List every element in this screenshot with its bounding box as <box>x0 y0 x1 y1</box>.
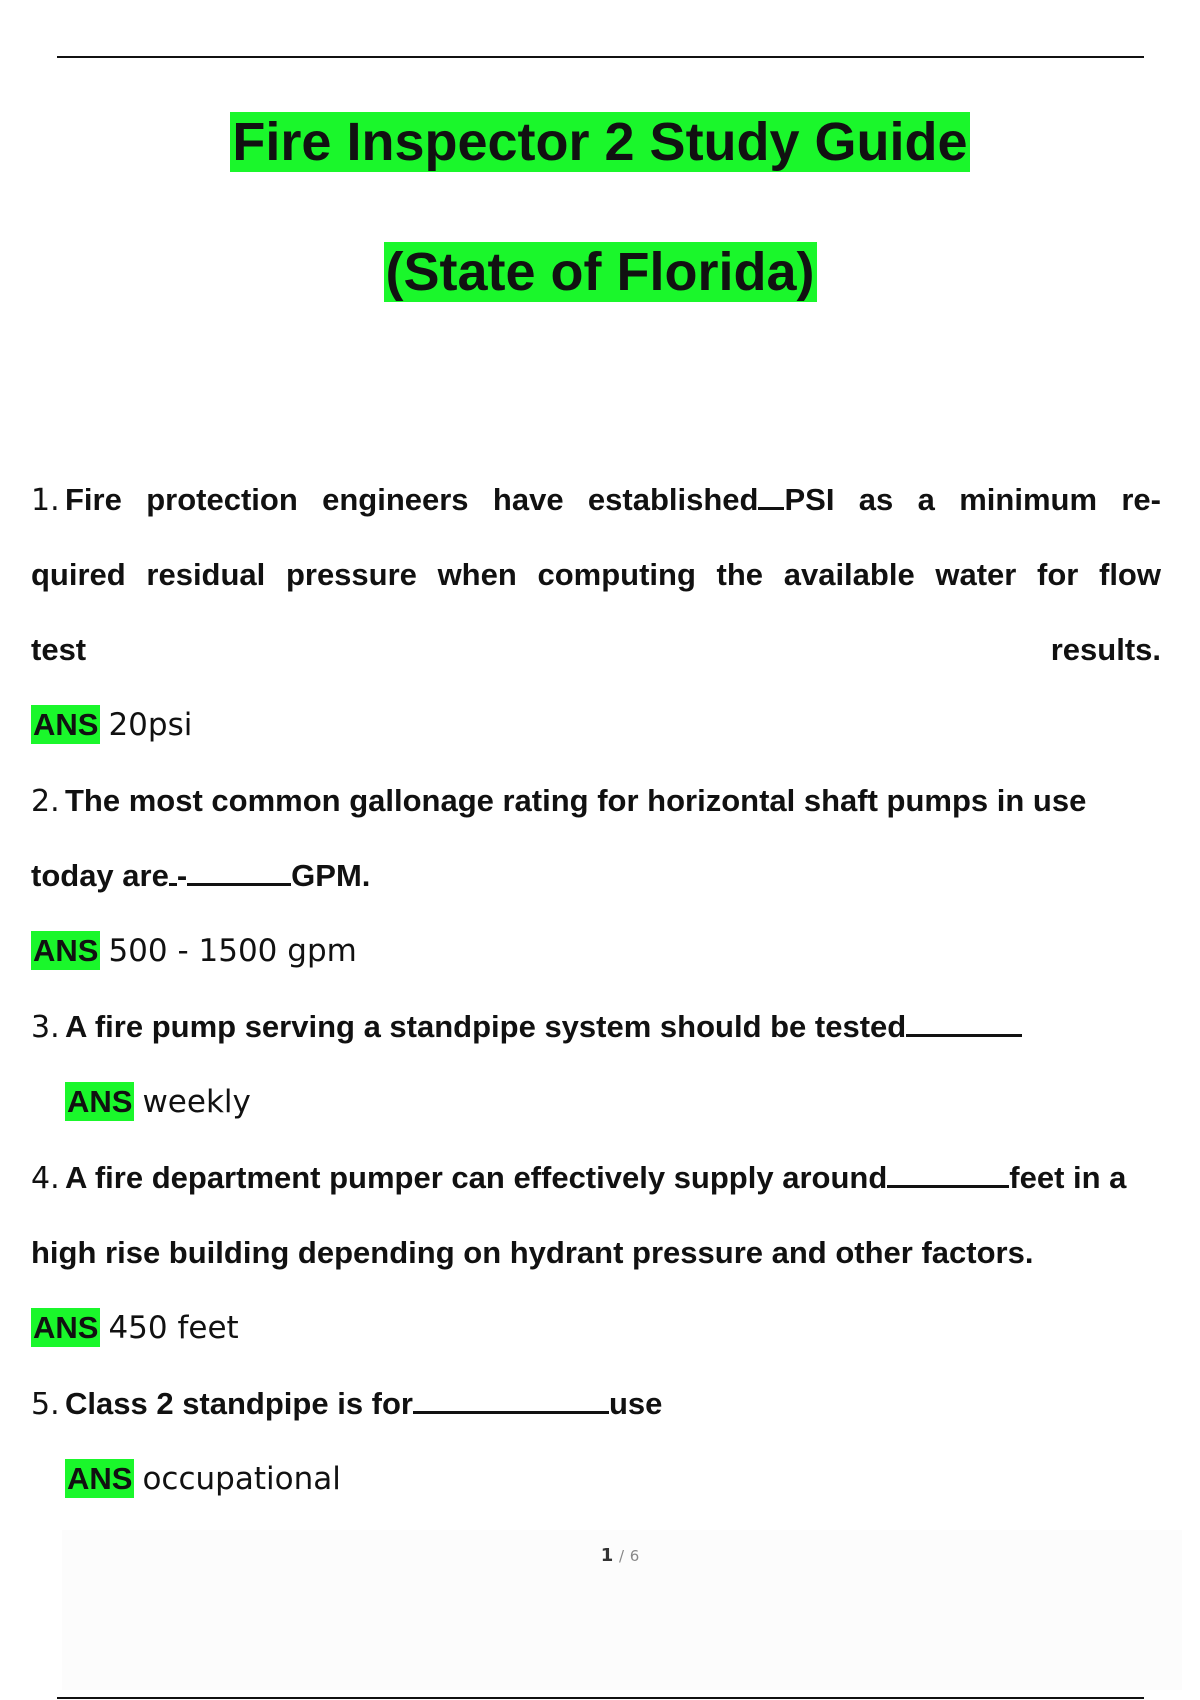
question-text: A fire pump serving a standpipe system should be tested <box>65 989 1022 1064</box>
document-subtitle <box>0 240 1200 304</box>
document-title <box>0 110 1200 174</box>
answer-blank <box>887 1184 1009 1188</box>
question-number: 4. <box>31 1161 60 1196</box>
question-list <box>31 462 1161 1517</box>
answer-3 <box>31 1064 1161 1140</box>
question-text: The most common gallonage rating for horizontal shaft pumps in use <box>65 783 1087 818</box>
question-3 <box>31 989 1161 1064</box>
answer-tag: ANS <box>33 933 99 968</box>
question-text: A fire department pumper can effectively supply around feet in a <box>65 1160 1127 1195</box>
answer-blank <box>169 882 177 886</box>
question-1 <box>31 462 1161 537</box>
question-number: 2. <box>31 784 60 819</box>
page-indicator <box>0 1545 1200 1566</box>
answer-blank <box>413 1410 609 1414</box>
question-text: Class 2 standpipe is for use <box>65 1386 663 1421</box>
question-text: Fire protection engineers have established PSI as a minimum re- <box>65 482 1161 517</box>
answer-tag: ANS <box>67 1461 133 1496</box>
answer-blank <box>187 882 291 886</box>
title-line-2: (State of Florida) <box>385 242 815 302</box>
total-pages: 6 <box>629 1547 640 1565</box>
title-line-1: Fire Inspector 2 Study Guide <box>232 112 968 172</box>
answer-text: 20psi <box>108 707 193 743</box>
question-4-continued: high rise building depending on hydrant pressure and other factors. <box>31 1235 1034 1270</box>
bottom-rule <box>57 1697 1144 1699</box>
answer-tag: ANS <box>33 1310 99 1345</box>
question-1-continued: quired residual pressure when computing the available water for flow <box>31 557 1161 592</box>
answer-5 <box>31 1441 1161 1517</box>
page-separator: / <box>618 1547 625 1565</box>
answer-text: 450 feet <box>108 1310 239 1346</box>
top-rule <box>57 56 1144 58</box>
question-2-continued: today are - GPM. <box>31 858 371 893</box>
question-2 <box>31 763 1161 838</box>
current-page: 1 <box>600 1545 614 1566</box>
answer-text: weekly <box>142 1084 251 1120</box>
answer-blank <box>906 1033 1022 1037</box>
answer-1 <box>31 687 1161 763</box>
question-4 <box>31 1140 1161 1215</box>
question-5 <box>31 1366 1161 1441</box>
answer-2 <box>31 913 1161 989</box>
question-number: 5. <box>31 1387 60 1422</box>
answer-text: occupational <box>142 1461 341 1497</box>
answer-tag: ANS <box>67 1084 133 1119</box>
answer-4 <box>31 1290 1161 1366</box>
question-1-last-line: test results. <box>31 632 1161 667</box>
answer-tag: ANS <box>33 707 99 742</box>
question-number: 3. <box>31 1010 60 1045</box>
answer-blank <box>758 506 784 510</box>
question-number: 1. <box>31 483 60 518</box>
answer-text: 500 - 1500 gpm <box>108 933 357 969</box>
